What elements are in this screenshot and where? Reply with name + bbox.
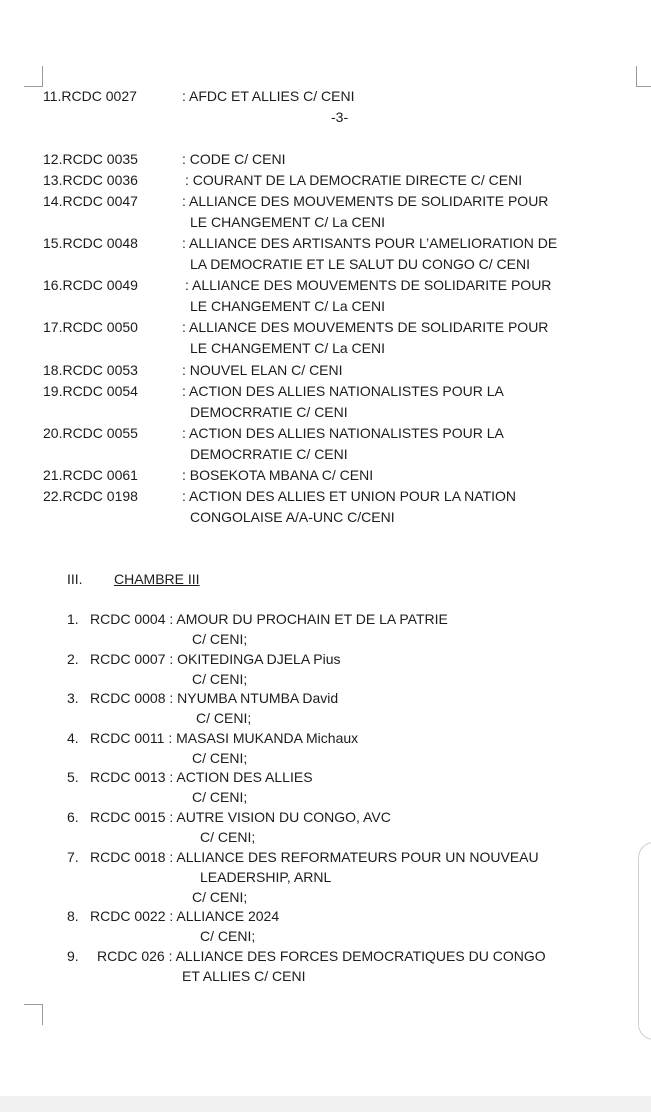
- entry-number: 21.RCDC 0061: [43, 467, 138, 483]
- list-item-number: 7.: [67, 849, 79, 865]
- page-bottom-band: [0, 1096, 651, 1112]
- entry-party-name-continuation: CONGOLAISE A/A-UNC C/CENI: [190, 509, 395, 525]
- list-item-text-continuation: C/ CENI;: [200, 928, 256, 944]
- entry-party-name: : ACTION DES ALLIES NATIONALISTES POUR LA: [182, 383, 504, 399]
- list-item-text-continuation: C/ CENI;: [196, 710, 252, 726]
- entry-party-name: : BOSEKOTA MBANA C/ CENI: [182, 467, 374, 483]
- list-item-text: RCDC 0008 : NYUMBA NTUMBA David: [90, 690, 339, 706]
- list-item-text-continuation: C/ CENI;: [192, 889, 248, 905]
- list-item-number: 6.: [67, 809, 79, 825]
- entry-party-name-continuation: DEMOCRRATIE C/ CENI: [190, 446, 348, 462]
- list-item-number: 5.: [67, 769, 79, 785]
- page-corner-mark-top-right: [636, 66, 651, 87]
- page-corner-mark-bottom-left: [24, 1004, 43, 1025]
- list-item-text: RCDC 026 : ALLIANCE DES FORCES DEMOCRATIQUES DU CONGO: [97, 948, 546, 964]
- entry-number: 19.RCDC 0054: [43, 383, 138, 399]
- entry-number: 12.RCDC 0035: [43, 151, 138, 167]
- entry-party-name-continuation: DEMOCRRATIE C/ CENI: [190, 404, 348, 420]
- entry-number: 22.RCDC 0198: [43, 488, 138, 504]
- entry-number: 16.RCDC 0049: [43, 277, 138, 293]
- list-item-text-continuation: C/ CENI;: [192, 789, 248, 805]
- entry-party-name: : ALLIANCE DES MOUVEMENTS DE SOLIDARITE POUR: [182, 319, 549, 335]
- side-panel-tab[interactable]: [638, 842, 651, 1040]
- entry-party-name-continuation: LA DEMOCRATIE ET LE SALUT DU CONGO C/ CENI: [190, 256, 530, 272]
- entry-party-name-continuation: LE CHANGEMENT C/ La CENI: [190, 214, 386, 230]
- list-item-text: RCDC 0015 : AUTRE VISION DU CONGO, AVC: [90, 809, 391, 825]
- entry-party-name: : COURANT DE LA DEMOCRATIE DIRECTE C/ CENI: [185, 172, 523, 188]
- entry-party-name: : ALLIANCE DES MOUVEMENTS DE SOLIDARITE POUR: [182, 193, 549, 209]
- entry-party-name: : ACTION DES ALLIES NATIONALISTES POUR LA: [182, 425, 504, 441]
- list-item-text: RCDC 0013 : ACTION DES ALLIES: [90, 769, 313, 785]
- entry-number: 15.RCDC 0048: [43, 235, 138, 251]
- entry-number: 11.RCDC 0027: [43, 88, 137, 104]
- list-item-number: 4.: [67, 730, 79, 746]
- page-number: -3-: [331, 109, 349, 125]
- entry-party-name: : CODE C/ CENI: [182, 151, 286, 167]
- entry-party-name: : ALLIANCE DES MOUVEMENTS DE SOLIDARITE POUR: [185, 277, 552, 293]
- entry-party-name: : NOUVEL ELAN C/ CENI: [182, 362, 343, 378]
- list-item-text: RCDC 0018 : ALLIANCE DES REFORMATEURS POUR UN NOUVEAU: [90, 849, 539, 865]
- list-item-text-continuation: C/ CENI;: [192, 631, 248, 647]
- list-item-text-continuation: LEADERSHIP, ARNL: [200, 869, 332, 885]
- list-item-number: 2.: [67, 651, 79, 667]
- page-corner-mark-top-left: [24, 66, 43, 87]
- entry-number: 17.RCDC 0050: [43, 319, 138, 335]
- list-item-text-continuation: ET ALLIES C/ CENI: [182, 968, 306, 984]
- entry-number: 14.RCDC 0047: [43, 193, 138, 209]
- list-item-text-continuation: C/ CENI;: [200, 829, 256, 845]
- entry-party-name-continuation: LE CHANGEMENT C/ La CENI: [190, 298, 386, 314]
- list-item-text: RCDC 0007 : OKITEDINGA DJELA Pius: [90, 651, 341, 667]
- list-item-text: RCDC 0022 : ALLIANCE 2024: [90, 908, 280, 924]
- list-item-number: 8.: [67, 908, 79, 924]
- list-item-number: 1.: [67, 611, 79, 627]
- entry-party-name: : ACTION DES ALLIES ET UNION POUR LA NATION: [182, 488, 517, 504]
- section-title: CHAMBRE III: [114, 571, 200, 587]
- entry-party-name: : AFDC ET ALLIES C/ CENI: [182, 88, 355, 104]
- entry-number: 18.RCDC 0053: [43, 362, 138, 378]
- list-item-text-continuation: C/ CENI;: [192, 750, 248, 766]
- list-item-text-continuation: C/ CENI;: [192, 671, 248, 687]
- entry-party-name-continuation: LE CHANGEMENT C/ La CENI: [190, 340, 386, 356]
- entry-number: 13.RCDC 0036: [43, 172, 138, 188]
- entry-party-name: : ALLIANCE DES ARTISANTS POUR L’AMELIORATION DE: [182, 235, 558, 251]
- list-item-text: RCDC 0011 : MASASI MUKANDA Michaux: [90, 730, 359, 746]
- list-item-number: 9.: [67, 948, 79, 964]
- list-item-text: RCDC 0004 : AMOUR DU PROCHAIN ET DE LA PATRIE: [90, 611, 448, 627]
- list-item-number: 3.: [67, 690, 79, 706]
- entry-number: 20.RCDC 0055: [43, 425, 138, 441]
- section-numeral: III.: [67, 571, 83, 587]
